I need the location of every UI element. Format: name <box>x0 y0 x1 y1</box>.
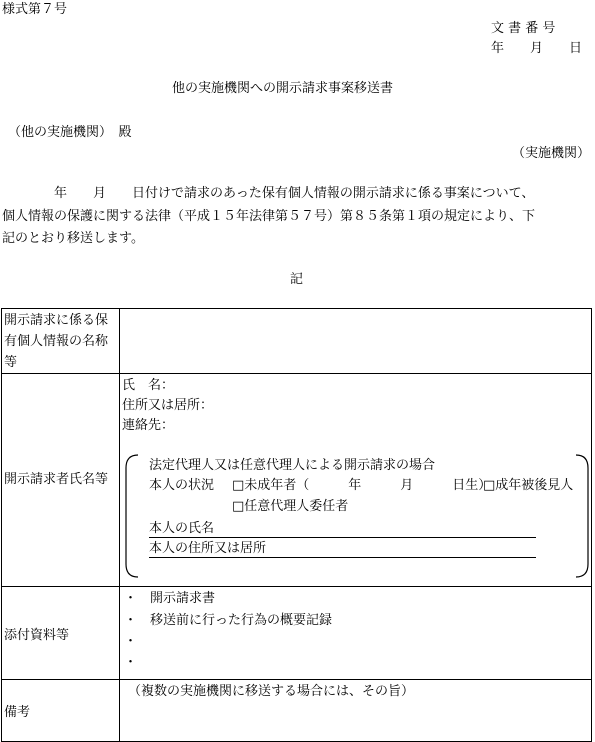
attachments-label-cell <box>2 587 120 680</box>
sender: （実施機関） <box>512 146 591 161</box>
minor-checkbox[interactable]: □未成年者（ 年 月 日生） <box>232 478 492 493</box>
remarks-value-cell[interactable] <box>120 680 592 742</box>
date-label: 年 月 日 <box>491 41 583 56</box>
requester-label: 開示請求者氏名等 <box>4 472 109 487</box>
person-address-label: 本人の住所又は居所 <box>149 541 267 556</box>
info-name-value-cell[interactable] <box>120 309 592 374</box>
info-name-label-1: 開示請求に係る保 <box>4 313 109 328</box>
addressee: （他の実施機関） 殿 <box>8 125 132 140</box>
list-item: ・ <box>124 634 138 649</box>
form-number: 様式第７号 <box>2 2 68 17</box>
page-title: 他の実施機関への開示請求事案移送書 <box>172 81 394 96</box>
info-name-label-2: 有個人情報の名称 <box>4 334 109 349</box>
requester-label-cell <box>2 374 120 587</box>
list-item: ・ 開示請求書 <box>124 591 216 606</box>
list-item: ・ 移送前に行った行為の概要記録 <box>124 613 333 628</box>
table-row <box>2 309 592 374</box>
body-line-1: 年 月 日付けで請求のあった保有個人情報の開示請求に係る事案について、 <box>2 186 535 201</box>
ward-checkbox[interactable]: □成年被後見人 <box>483 478 574 493</box>
attachments-label: 添付資料等 <box>4 628 70 643</box>
status-label: 本人の状況 <box>149 478 215 493</box>
remarks-note: （複数の実施機関に移送する場合には、その旨） <box>128 684 415 699</box>
requester-value-cell <box>120 374 592 587</box>
person-name-underline[interactable] <box>149 537 536 538</box>
remarks-label-cell <box>2 680 120 742</box>
person-name-label: 本人の氏名 <box>149 521 215 536</box>
body-line-3: 記のとおり移送します。 <box>2 231 144 246</box>
person-address-underline[interactable] <box>149 557 536 558</box>
attachments-value-cell <box>120 587 592 680</box>
info-name-label-cell <box>2 309 120 374</box>
agent-title: 法定代理人又は任意代理人による開示請求の場合 <box>149 458 436 473</box>
table-row <box>2 374 592 587</box>
address-field-label: 住所又は居所： <box>122 398 214 413</box>
document-number-label: 文 書 番 号 <box>491 21 556 36</box>
table-row <box>2 680 592 742</box>
proxy-checkbox[interactable]: □任意代理人委任者 <box>232 499 349 514</box>
table-row <box>2 587 592 680</box>
transfer-table <box>1 308 592 742</box>
list-item: ・ <box>124 655 138 670</box>
info-name-label-3: 等 <box>4 355 18 370</box>
name-field-label: 氏 名： <box>122 378 175 393</box>
contact-field-label: 連絡先： <box>122 418 175 433</box>
body-line-2: 個人情報の保護に関する法律（平成１５年法律第５７号）第８５条第１項の規定により、下 <box>2 209 536 224</box>
ki-heading: 記 <box>290 272 304 287</box>
remarks-label: 備考 <box>4 705 31 720</box>
